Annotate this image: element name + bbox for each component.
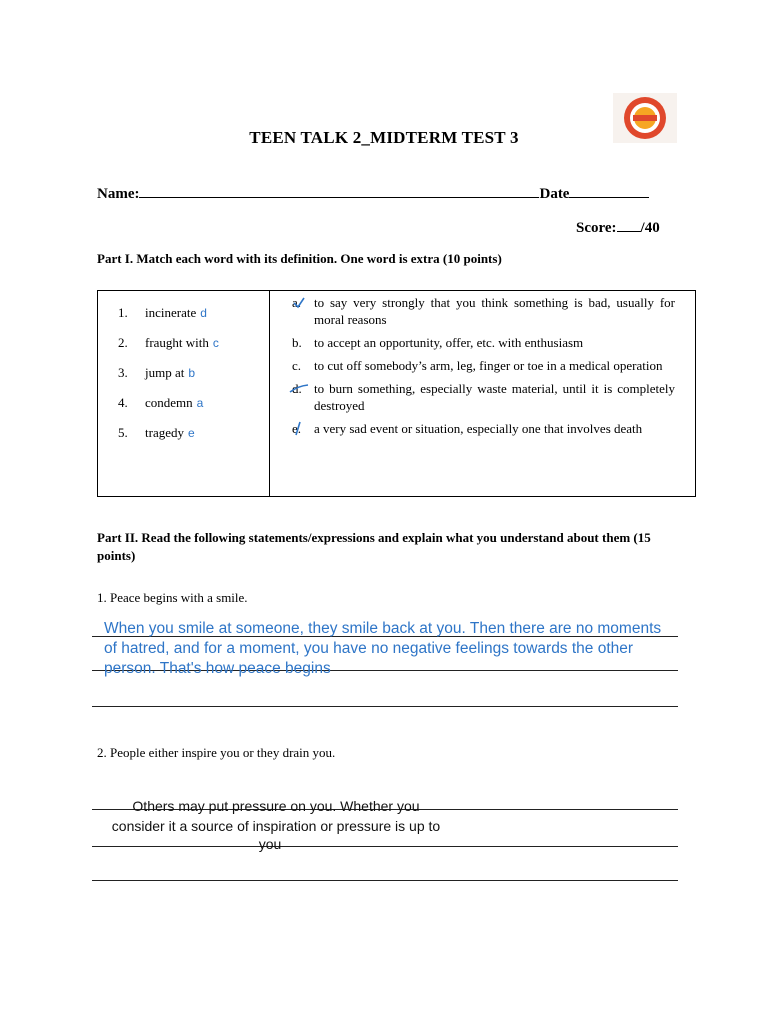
name-field[interactable] — [139, 183, 539, 198]
typed-answer-2-line3: you — [258, 836, 282, 852]
page-title: TEEN TALK 2_MIDTERM TEST 3 — [249, 128, 519, 147]
typed-answer-2-line2: consider it a source of inspiration or pressure is up to — [111, 818, 441, 834]
score-total: /40 — [640, 220, 660, 236]
answer-line — [92, 846, 678, 847]
word-item: 4. condemn a — [118, 395, 204, 410]
score-row — [576, 217, 660, 237]
handwritten-answer: b — [188, 366, 196, 380]
matching-table — [97, 290, 696, 497]
answer-line — [92, 880, 678, 881]
word-item: 2. fraught with c — [118, 335, 219, 350]
handwritten-answer: c — [212, 336, 219, 350]
handwritten-answer: a — [196, 396, 204, 410]
date-label: Date — [539, 186, 570, 202]
handwritten-answer: e — [187, 426, 195, 440]
word-item: 1. incinerate d — [118, 305, 207, 320]
definition-item: e. a very sad event or situation, especially one that involves death — [314, 420, 675, 437]
question-2: 2. People either inspire you or they drain you. — [97, 745, 336, 760]
part2-instruction: Part II. Read the following statements/expressions and explain what you understand about them (15 points) — [97, 530, 651, 563]
definition-item: b. to accept an opportunity, offer, etc. with enthusiasm — [292, 335, 584, 350]
typed-answer-2-line1: Others may put pressure on you. Whether you — [132, 798, 420, 814]
check-mark-icon — [288, 292, 310, 314]
handwritten-answer-1: When you smile at someone, they smile back at you. Then there are no moments of hatred, and for a moment, you have no negative feelings towards the other person. That's how peace begins — [104, 620, 662, 677]
definition-item: c. to cut off somebody’s arm, leg, finger or toe in a medical operation — [292, 358, 663, 373]
handwritten-answer: d — [200, 306, 207, 320]
strike-mark-icon — [288, 378, 310, 400]
name-date-row — [97, 183, 649, 203]
definition-item: a. to say very strongly that you think something is bad, usually for moral reasons — [314, 294, 675, 328]
answer-line — [92, 706, 678, 707]
definitions-column — [270, 291, 696, 497]
question-1: 1. Peace begins with a smile. — [97, 590, 248, 605]
word-item: 3. jump at b — [118, 365, 196, 380]
score-field[interactable] — [617, 217, 641, 232]
part1-instruction: Part I. Match each word with its definition. One word is extra (10 points) — [97, 251, 502, 266]
word-item: 5. tragedy e — [118, 425, 195, 440]
score-label: Score: — [576, 220, 617, 236]
name-label: Name: — [97, 186, 140, 202]
words-column — [98, 291, 270, 497]
definition-item: d. to burn something, especially waste material, until it is completely destroyed — [314, 380, 675, 414]
date-field[interactable] — [569, 183, 649, 198]
slash-mark-icon — [288, 418, 310, 440]
